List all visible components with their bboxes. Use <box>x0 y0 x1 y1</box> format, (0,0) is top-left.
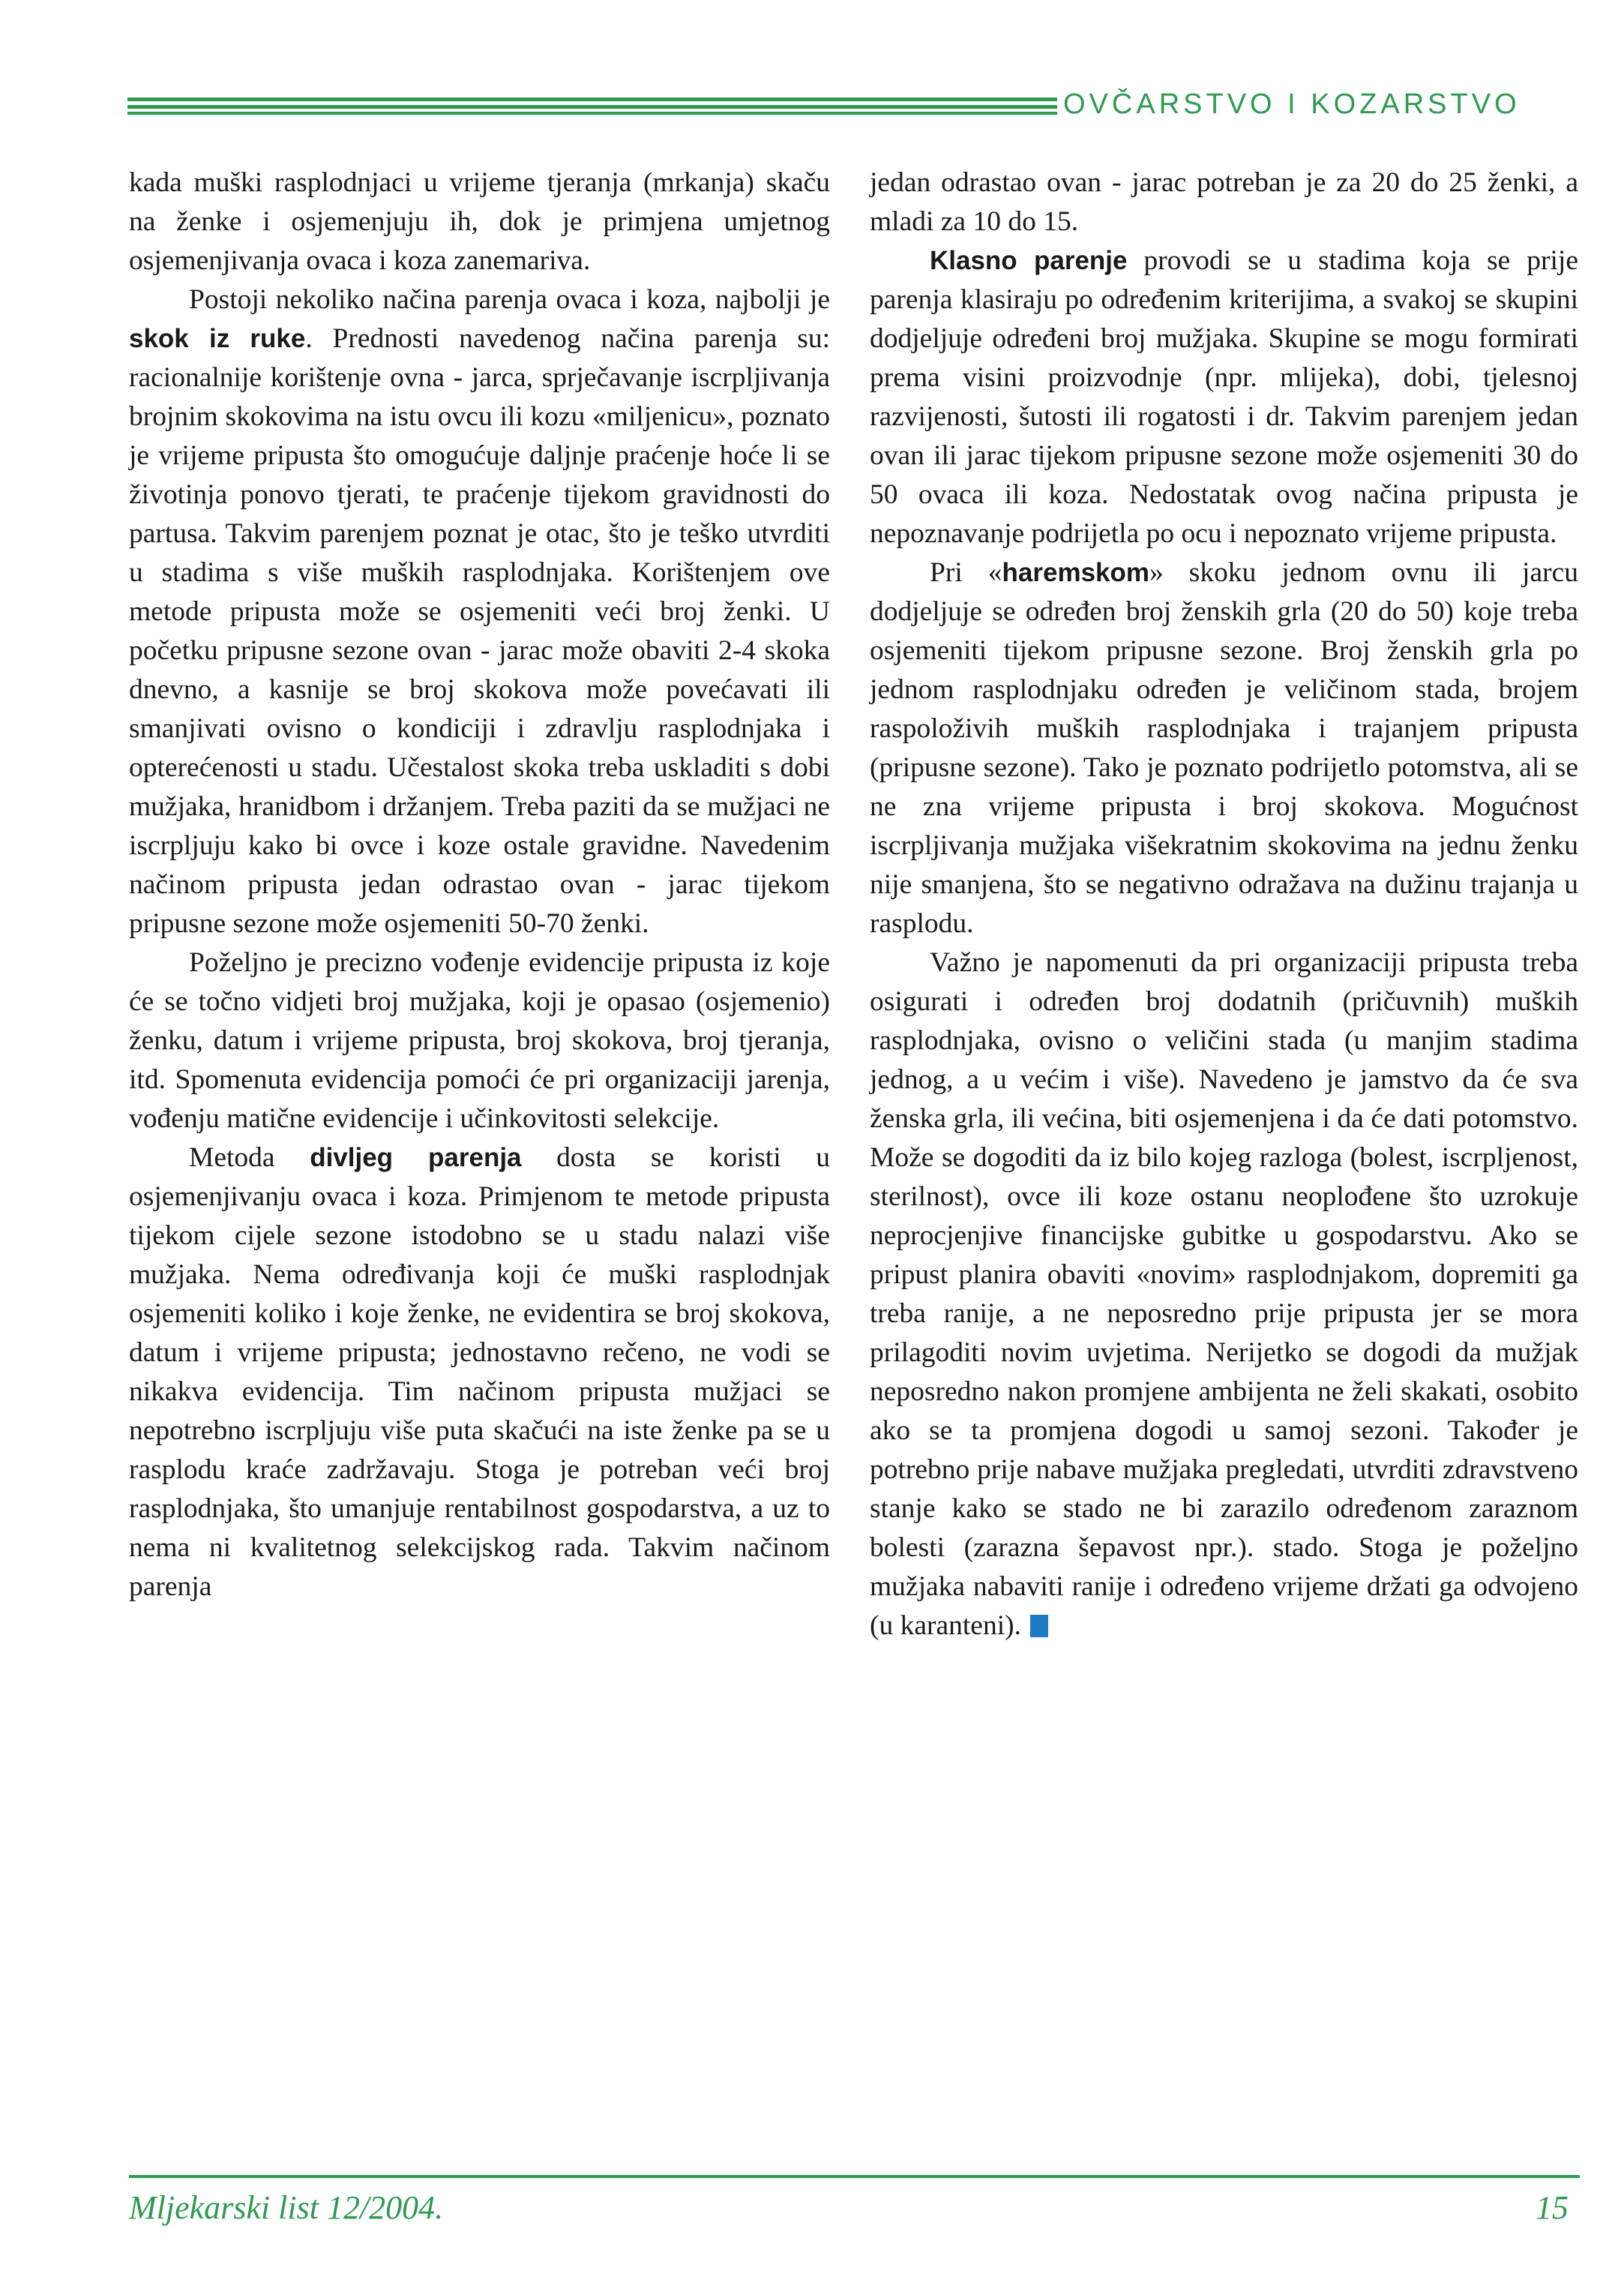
text-span: Metoda <box>189 1142 310 1173</box>
right-paragraph-4 <box>870 944 1578 1646</box>
left-paragraph-3: Poželjno je precizno vođenje evidencije pripusta iz koje će se točno vidjeti broj mužjaka, koji je opasao (osjemenio) ženku, datum i vrijeme pripusta, broj skokova, broj tjeranja, itd. Spomenuta evidencija pomoći će pri organizaciji jarenja, vođenju matične evidencije i učinkovitosti selekcije. <box>129 947 830 1134</box>
text-span: Važno je napomenuti da pri organizaciji pripusta treba osigurati i određen broj dodatnih (pričuvnih) muških rasplodnjaka, ovisno o veličini stada (u manjim stadima jednog, a u većim i više). Navedeno je jamstvo da će sva ženska grla, ili većina, biti osjemenjena i da će dati potomstvo. Može se dogoditi da iz bilo kojeg razloga (bolest, iscrpljenost, sterilnost), ovce ili koze ostanu neoplođene što uzrokuje neprocjenjive financijske gubitke u gospodarstvu. Ako se pripust planira obaviti «novim» rasplodnjakom, dopremiti ga treba ranije, a ne neposredno prije pripusta jer se mora prilagoditi novim uvjetima. Nerijetko se dogodi da mužjak neposredno nakon promjene ambijenta ne želi skakati, osobito ako se ta promjena dogodi u samoj sezoni. Također je potrebno prije nabave mužjaka pregledati, utvrditi zdravstveno stanje kako se stado ne bi zarazilo određenom zaraznom bolesti (zarazna šepavost npr.). stado. Stoga je poželjno mužjaka nabaviti ranije i određeno vrijeme držati ga odvojeno (u karanteni). <box>870 947 1578 1641</box>
term-skok-iz-ruke: skok iz ruke <box>129 324 306 353</box>
right-paragraph-2 <box>870 242 1578 554</box>
text-span: provodi se u stadima koja se prije parenja klasiraju po određenim kriterijima, a svakoj se skupini dodjeljuje određeni broj mužjaka. Skupine se mogu formirati prema visini proizvodnje (npr. mlijeka), dobi, tjelesnoj razvijenosti, šutosti ili rogatosti i dr. Takvim parenjem jedan ovan ili jarac tijekom pripusne sezone može osjemeniti 30 do 50 ovaca ili koza. Nedostatak ovog načina pripusta je nepoznavanje podrijetla po ocu i nepoznato vrijeme pripusta. <box>870 245 1578 549</box>
term-klasno-parenje: Klasno parenje <box>930 246 1128 275</box>
left-column <box>129 164 830 1606</box>
text-span: Pri « <box>930 557 1002 588</box>
section-title: OVČARSTVO I KOZARSTVO <box>1063 88 1521 120</box>
right-column <box>870 164 1578 1646</box>
right-paragraph-3 <box>870 554 1578 944</box>
left-paragraph-1: kada muški rasplodnjaci u vrijeme tjeranja (mrkanja) skaču na ženke i osjemenjuju ih, dok je primjena umjetnog osjemenjivanja ovaca i koza zanemariva. <box>129 167 830 276</box>
text-span: . Prednosti navedenog načina parenja su: racionalnije korištenje ovna - jarca, sprječavanje iscrpljivanja brojnim skokovima na istu ovcu ili kozu «miljenicu», poznato je vrijeme pripusta što omogućuje daljnje praćenje hoće li se životinja ponovo tjerati, te praćenje tijekom gravidnosti do partusa. Takvim parenjem poznat je otac, što je teško utvrditi u stadima s više muških rasplodnjaka. Korištenjem ove metode pripusta može se osjemeniti veći broj ženki. U početku pripusne sezone ovan - jarac može obaviti 2-4 skoka dnevno, a kasnije se broj skokova može povećavati ili smanjivati ovisno o kondiciji i zdravlju rasplodnjaka i opterećenosti u stadu. Učestalost skoka treba uskladiti s dobi mužjaka, hranidbom i držanjem. Treba paziti da se mužjaci ne iscrpljuju kako bi ovce i koze ostale gravidne. Navedenim načinom pripusta jedan odrastao ovan - jarac tijekom pripusne sezone može osjemeniti 50-70 ženki. <box>129 323 830 939</box>
end-of-article-icon <box>1030 1615 1048 1637</box>
text-span: dosta se koristi u osjemenjivanju ovaca i koza. Primjenom te metode pripusta tijekom cijele sezone istodobno se u stadu nalazi više mužjaka. Nema određivanja koji će muški rasplodnjak osjemeniti koliko i koje ženke, ne evidentira se broj skokova, datum i vrijeme pripusta; jednostavno rečeno, ne vodi se nikakva evidencija. Tim načinom pripusta mužjaci se nepotrebno iscrpljuju više puta skačući na iste ženke pa se u rasplodu kraće zadržavaju. Stoga je potreban veći broj rasplodnjaka, što umanjuje rentabilnost gospodarstva, a uz to nema ni kvalitetnog selekcijskog rada. Takvim načinom parenja <box>129 1142 831 1602</box>
journal-name: Mljekarski list 12/2004. <box>129 2189 444 2226</box>
text-span: » skoku jednom ovnu ili jarcu dodjeljuje se određen broj ženskih grla (20 do 50) koje treba osjemeniti tijekom pripusne sezone. Broj ženskih grla po jednom rasplodnjaku određen je veličinom stada, brojem raspoloživih muških rasplodnjaka i trajanjem pripusta (pripusne sezone). Tako je poznato podrijetlo potomstva, ali se ne zna vrijeme pripusta i broj skokova. Mogućnost iscrpljivanja mužjaka višekratnim skokovima na jednu ženku nije smanjena, što se negativno odražava na dužinu trajanja u rasplodu. <box>870 557 1579 939</box>
footer-rule <box>129 2175 1580 2178</box>
page-number: 15 <box>1536 2189 1569 2226</box>
text-span: Postoji nekoliko načina parenja ovaca i koza, najbolji je <box>189 284 830 315</box>
term-divlje-parenje: divljeg parenja <box>310 1143 522 1172</box>
term-haremski: haremskom <box>1002 558 1149 587</box>
header-rule <box>127 92 1057 122</box>
right-paragraph-1: jedan odrastao ovan - jarac potreban je za 20 do 25 ženki, a mladi za 10 do 15. <box>870 167 1578 237</box>
left-paragraph-2 <box>129 280 830 944</box>
left-paragraph-4 <box>129 1138 830 1606</box>
